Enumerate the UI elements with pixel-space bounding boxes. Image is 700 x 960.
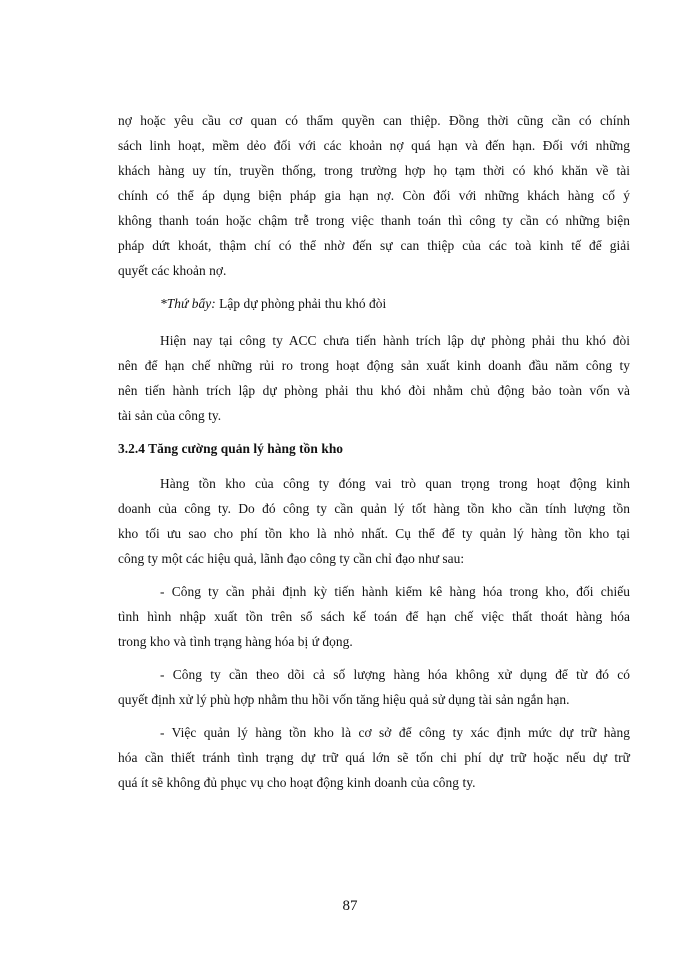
paragraph-line: khách hàng uy tín, truyền thống, trong trường hợp họ tạm thời có khó khăn về tài	[118, 163, 630, 178]
bullet-line: trong kho và tình trạng hàng hóa bị ứ đọng.	[118, 634, 353, 649]
paragraph-line: Hàng tồn kho của công ty đóng vai trò quan trọng trong hoạt động kinh	[160, 476, 630, 491]
paragraph-line: quyết các khoản nợ.	[118, 263, 227, 278]
paragraph-line: Hiện nay tại công ty ACC chưa tiến hành trích lập dự phòng phải thu khó đòi	[160, 333, 630, 348]
paragraph-line: doanh của công ty. Do đó công ty cần quản lý tốt hàng tồn kho cần tính lượng tồn	[118, 501, 630, 516]
bullet-line: - Công ty cần phải định kỳ tiến hành kiểm kê hàng hóa trong kho, đối chiếu	[160, 584, 630, 599]
paragraph-line: nên tiến hành trích lập dự phòng phải thu khó đòi nhằm chủ động bảo toàn vốn và	[118, 383, 630, 398]
paragraph-line: kho tối ưu sao cho phí tồn kho là nhỏ nhất. Cụ thể để ty quản lý hàng tồn kho tại	[118, 526, 630, 541]
section-heading: 3.2.4 Tăng cường quản lý hàng tồn kho	[118, 441, 344, 456]
bullet-line: - Công ty cần theo dõi cả số lượng hàng hóa không xử dụng để từ đó có	[160, 667, 630, 682]
paragraph-line: pháp dứt khoát, thậm chí có thể nhờ đến sự can thiệp của các toà kinh tế để giải	[118, 238, 630, 253]
paragraph-line: chính có thể áp dụng biện pháp gia hạn nợ. Còn đối với những khách hàng cố ý	[118, 188, 630, 203]
bullet-line: quá ít sẽ không đủ phục vụ cho hoạt động kinh doanh của công ty.	[118, 775, 476, 790]
paragraph-line: không thanh toán hoặc chậm trễ trong việc thanh toán thì công ty cần có những biện	[118, 213, 630, 228]
page-number: 87	[342, 898, 358, 914]
point-seven-line	[160, 294, 630, 314]
bullet-line: tình hình nhập xuất tồn trên sổ sách kế toán để hạn chế việc thất thoát hàng hóa	[118, 609, 630, 624]
paragraph-line: nên để hạn chế những rủi ro trong hoạt động sản xuất kinh doanh đầu năm công ty	[118, 358, 630, 373]
paragraph-line: sách linh hoạt, mềm dẻo đối với các khoản nợ quá hạn và đến hạn. Đối với những	[118, 138, 630, 153]
point-seven-text: Lập dự phòng phải thu khó đòi	[215, 296, 387, 311]
paragraph-line: nợ hoặc yêu cầu cơ quan có thẩm quyền can thiệp. Đồng thời cũng cần có chính	[118, 113, 630, 128]
paragraph-line: tài sản của công ty.	[118, 408, 222, 423]
bullet-line: - Việc quản lý hàng tồn kho là cơ sở để công ty xác định mức dự trữ hàng	[160, 725, 630, 740]
bullet-line: hóa cần thiết tránh tình trạng dự trữ quá lớn sẽ tốn chi phí dự trữ hoặc nếu dự trữ	[118, 750, 630, 765]
point-seven-label: *Thứ bẩy:	[160, 296, 216, 311]
paragraph-line: công ty một các hiệu quả, lãnh đạo công ty cần chỉ đạo như sau:	[118, 551, 465, 566]
bullet-line: quyết định xử lý phù hợp nhằm thu hồi vốn tăng hiệu quả sử dụng tài sản ngắn hạn.	[118, 692, 570, 707]
